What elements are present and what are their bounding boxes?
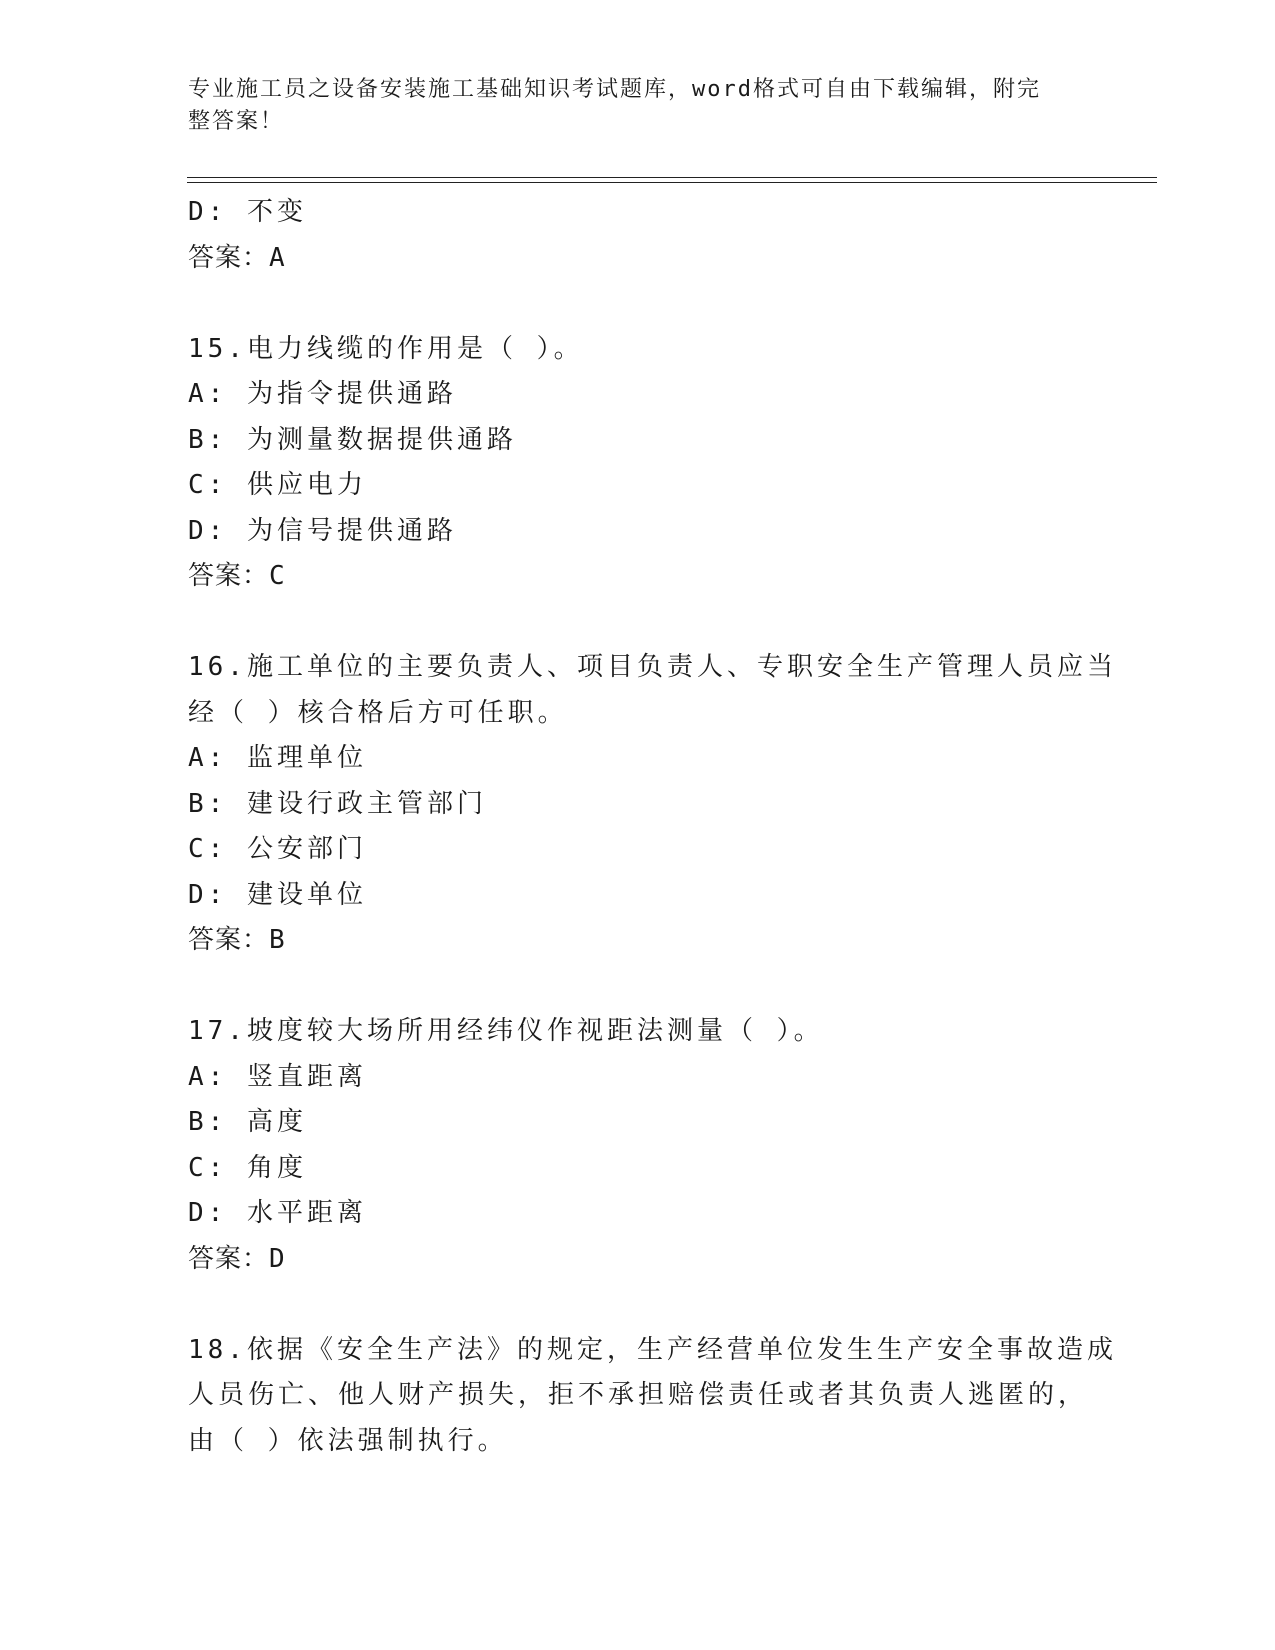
option-d: D: 水平距离: [188, 1198, 367, 1228]
spacer: [188, 600, 1088, 646]
answer-line: [188, 918, 1088, 964]
option-b: B: 为测量数据提供通路: [188, 424, 517, 455]
question-stem: [188, 327, 1088, 373]
prev-question-tail: [188, 190, 1088, 281]
question-17: [188, 1009, 1088, 1282]
answer-value: D: [269, 1243, 286, 1274]
spacer: [188, 1282, 1088, 1328]
option-a: A: 竖直距离: [188, 1061, 367, 1092]
header-line-1: 专业施工员之设备安装施工基础知识考试题库，word格式可自由下载编辑，附完: [188, 77, 1041, 102]
stem-line: 由（ ）依法强制执行。: [188, 1425, 508, 1456]
spacer: [188, 964, 1088, 1010]
header-line-2: 整答案！: [188, 109, 285, 134]
stem-line: 15.电力线缆的作用是（ ）。: [188, 333, 584, 364]
option-c: C: 供应电力: [188, 470, 367, 500]
option-c: C: 角度: [188, 1152, 307, 1183]
stem-line: 人员伤亡、他人财产损失，拒不承担赔偿责任或者其负责人逃匿的，: [188, 1380, 1089, 1410]
stem-line: 17.坡度较大场所用经纬仪作视距法测量（ ）。: [188, 1016, 824, 1046]
option-d: D: 为信号提供通路: [188, 515, 457, 546]
stem-line: 经（ ）核合格后方可任职。: [188, 697, 568, 728]
question-stem: [188, 1009, 1088, 1055]
document-header: [188, 74, 1078, 138]
answer-line: [188, 554, 1088, 600]
answer-label: 答案：: [188, 242, 270, 273]
option-d: D: 建设单位: [188, 879, 367, 910]
question-stem: [188, 645, 1117, 736]
question-stem: [188, 1328, 1117, 1465]
stem-line: 18.依据《安全生产法》的规定，生产经营单位发生生产安全事故造成: [188, 1334, 1117, 1365]
spacer: [188, 281, 1088, 327]
option-a: A: 为指令提供通路: [188, 379, 457, 409]
answer-value: C: [269, 561, 286, 591]
answer-line: [188, 1237, 1088, 1283]
question-list: [188, 190, 1117, 1464]
question-18: [188, 1328, 1117, 1465]
question-15: [188, 327, 1088, 600]
option-a: A: 监理单位: [188, 743, 367, 773]
option-b: B: 高度: [188, 1107, 307, 1137]
header-divider-bottom: [187, 182, 1157, 183]
answer-value: A: [269, 242, 286, 273]
answer-line: [188, 236, 1088, 282]
option-b: B: 建设行政主管部门: [188, 788, 487, 819]
answer-value: B: [269, 925, 286, 955]
question-16: [188, 645, 1117, 964]
stem-line: 16.施工单位的主要负责人、项目负责人、专职安全生产管理人员应当: [188, 652, 1117, 682]
answer-label: 答案：: [188, 925, 270, 955]
option-d: D: 不变: [188, 197, 307, 227]
option-c: C: 公安部门: [188, 834, 367, 864]
header-divider-top: [187, 177, 1157, 178]
answer-label: 答案：: [188, 561, 270, 591]
answer-label: 答案：: [188, 1243, 270, 1274]
